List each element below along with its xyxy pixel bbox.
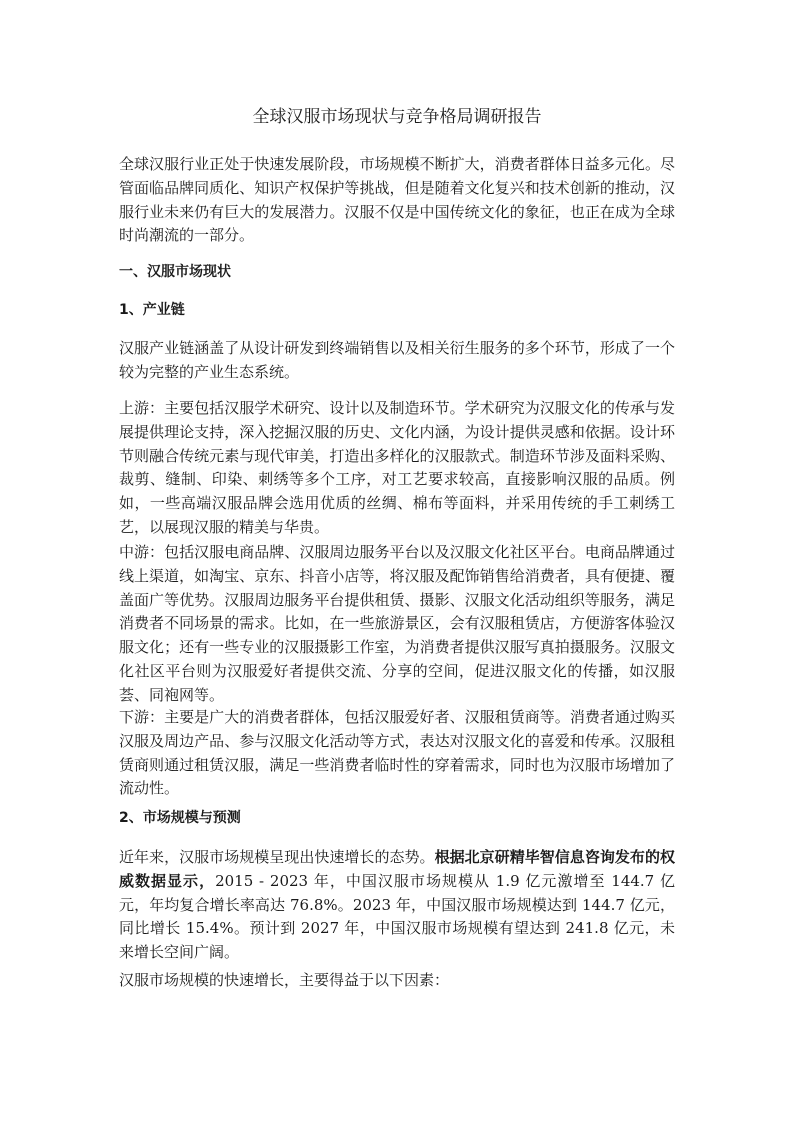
intro-paragraph: 全球汉服行业正处于快速发展阶段，市场规模不断扩大，消费者群体日益多元化。尽管面临品牌同质化、知识产权保护等挑战，但是随着文化复兴和技术创新的推动，汉服行业未来仍有巨大的发展潜力。汉服不仅是中国传统文化的象征，也正在成为全球时尚潮流的一部分。 (119, 155, 675, 245)
subsection-heading-market-size: 2、市场规模与预测 (119, 810, 241, 826)
midstream-paragraph: 中游：包括汉服电商品牌、汉服周边服务平台以及汉服文化社区平台。电商品牌通过线上渠道，如淘宝、京东、抖音小店等，将汉服及配饰销售给消费者，具有便捷、覆盖面广等优势。汉服周边服务平台提供租赁、摄影、汉服文化活动组织等服务，满足消费者不同场景的需求。比如，在一些旅游景区，会有汉服租赁店，方便游客体验汉服文化；还有一些专业的汉服摄影工作室，为消费者提供汉服写真拍摄服务。汉服文化社区平台则为汉服爱好者提供交流、分享的空间，促进汉服文化的传播，如汉服荟、同袍网等。 (119, 543, 675, 704)
growth-factors-intro: 汉服市场规模的快速增长，主要得益于以下因素： (119, 971, 450, 989)
market-size-figures: 2015 - 2023 年，中国汉服市场规模从 1.9 亿元激增至 144.7 亿元，年均复合增长率高达 76.8%。2023 年，中国汉服市场规模达到 144.7 亿元，同比增长 15.4%。预计到 2027 年，中国汉服市场规模有望达到 241.8 亿元，未来增长空间广阔。 (119, 871, 675, 962)
upstream-paragraph: 上游：主要包括汉服学术研究、设计以及制造环节。学术研究为汉服文化的传承与发展提供理论支持，深入挖掘汉服的历史、文化内涵，为设计提供灵感和依据。设计环节则融合传统元素与现代审美，打造出多样化的汉服款式。制造环节涉及面料采购、裁剪、缝制、印染、刺绣等多个工序，对工艺要求较高，直接影响汉服的品质。例如，一些高端汉服品牌会选用优质的丝绸、棉布等面料，并采用传统的手工刺绣工艺，以展现汉服的精美与华贵。 (119, 399, 675, 536)
market-size-lead: 近年来，汉服市场规模呈现出快速增长的态势。 (119, 848, 435, 866)
industry-chain-paragraph: 汉服产业链涵盖了从设计研发到终端销售以及相关衍生服务的多个环节，形成了一个较为完整的产业生态系统。 (119, 339, 675, 381)
section-heading-market-status: 一、汉服市场现状 (119, 264, 231, 280)
document-title: 全球汉服市场现状与竞争格局调研报告 (252, 107, 542, 127)
subsection-heading-industry-chain: 1、产业链 (119, 302, 185, 318)
downstream-paragraph: 下游：主要是广大的消费者群体，包括汉服爱好者、汉服租赁商等。消费者通过购买汉服及周边产品、参与汉服文化活动等方式，表达对汉服文化的喜爱和传承。汉服租赁商则通过租赁汉服，满足一些消费者临时性的穿着需求，同时也为汉服市场增加了流动性。 (119, 708, 675, 798)
market-size-source: 根据北京研精毕智信息咨询发布的权威数据显示， (119, 848, 675, 890)
market-size-paragraph (119, 846, 675, 965)
